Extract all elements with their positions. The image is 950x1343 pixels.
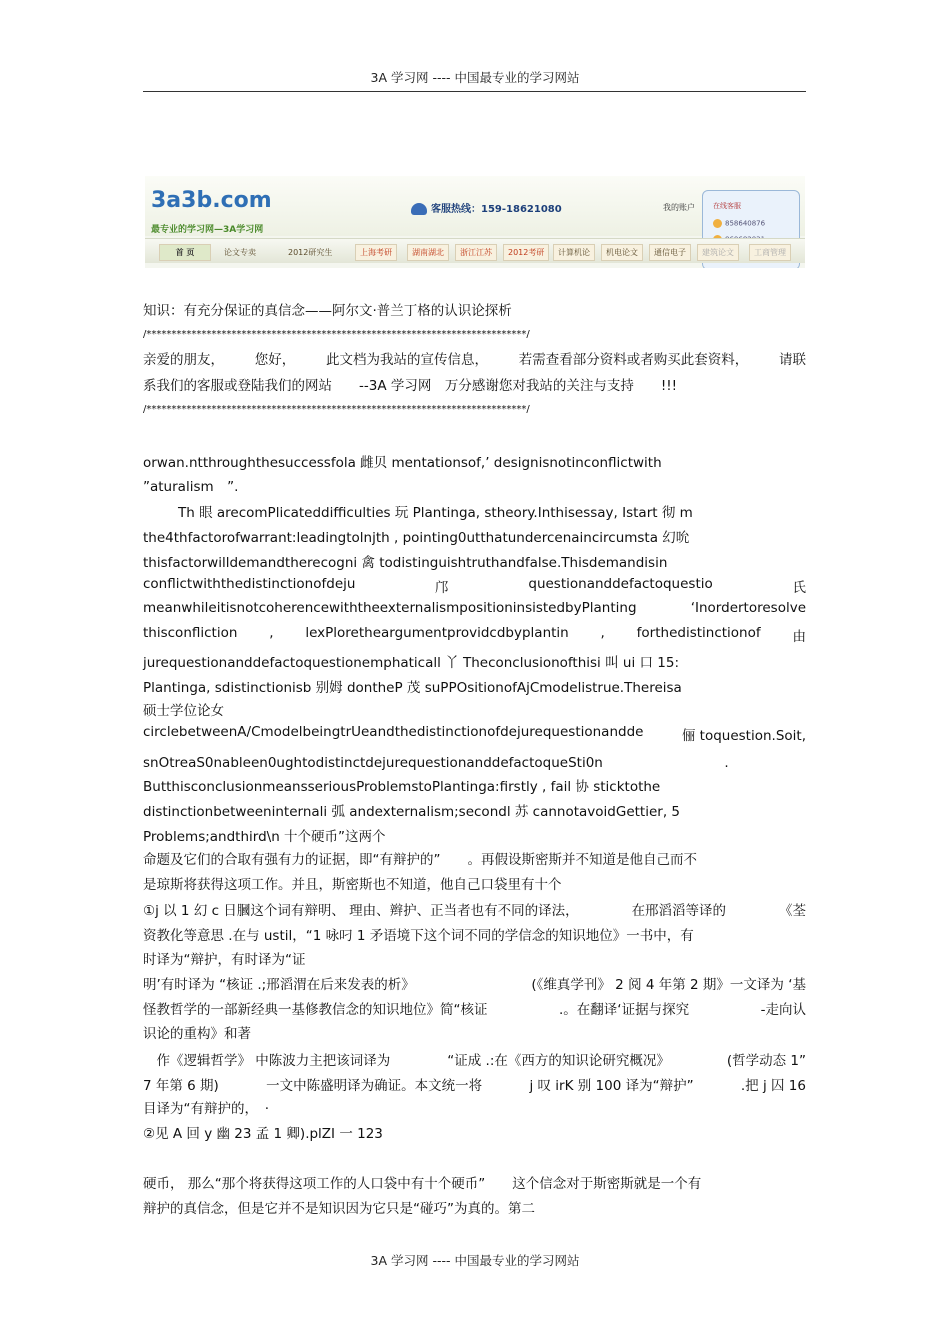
body-line: 辩护的真信念，但是它并不是知识因为它只是“碰巧”为真的。第二 [143, 1201, 535, 1217]
site-banner-image [145, 176, 805, 268]
text-run: 亲爱的朋友， [143, 352, 224, 368]
text-run: (《维真学刊》 2 阅 4 年第 2 期》一文译为 ‘基 [531, 977, 806, 993]
body-line [143, 724, 806, 744]
body-line: jurequestionanddefactoquestionemphaticall 丫 Theconclusionofthisi 叫 ui 口 15: [143, 655, 679, 671]
text-run: (哲学动态 1” [726, 1053, 806, 1069]
body-line: the4thfactorofwarrant:leadingtolnjth , pointing0utthatundercenaincircumsta 幻吮 [143, 530, 690, 546]
text-run: thisconfliction [143, 625, 238, 641]
body-line: Plantinga, sdistinctionisb 别姆 dontheP 茂 suPPOsitionofAjCmodelistrue.Thereisa [143, 680, 682, 696]
body-line [143, 600, 806, 616]
separator-stars: /****************************************************************************/ [143, 404, 530, 415]
notice-line [143, 348, 806, 368]
body-line: ”aturalism ”. [143, 479, 239, 495]
nav-item: 计算机论 [553, 244, 595, 261]
text-run: 明’有时译为 “核证 .;邢滔渭在后来发表的析》 [143, 977, 415, 993]
text-run: 在邢滔滔等译的 [631, 903, 727, 919]
header-divider [143, 91, 806, 92]
banner-nav [145, 238, 805, 263]
text-run: 邝 [435, 580, 449, 596]
text-run: 请联 [779, 352, 806, 368]
service-title: 在线客服 [713, 202, 741, 210]
page-footer: 3A 学习网 ---- 中国最专业的学习网站 [370, 1253, 580, 1268]
hotline [411, 200, 562, 215]
footnote-line: ②见 A 回 y 幽 23 孟 1 卿).plZI 一 123 [143, 1126, 383, 1142]
body-line [143, 625, 806, 645]
footnote-line [143, 899, 806, 919]
page-header: 3A 学习网 ---- 中国最专业的学习网站 [370, 70, 580, 85]
nav-item: 建筑论文 [697, 244, 739, 261]
text-run: 作《逻辑哲学》 中陈波力主把该词译为 [143, 1053, 391, 1069]
text-run: conflictwiththedistinctionofdeju [143, 576, 356, 592]
account-link: 我的账户 [663, 203, 695, 212]
qq-row [713, 219, 765, 228]
footnote-line: 时译为“辩护，有时译为“证 [143, 952, 306, 968]
body-line: thisfactorwilldemandtherecogni 禽 todistinguishtruthandfalse.Thisdemandisin [143, 555, 668, 571]
text-run: ‘Inordertoresolve [690, 600, 806, 616]
nav-item: 论文专卖 [224, 248, 256, 257]
body-line [143, 576, 806, 596]
text-run: 氏 [792, 580, 806, 596]
text-run: j 叹 irK 别 100 译为“辩护” [529, 1078, 694, 1094]
text-run: ①j 以 1 幻 c 日膕这个词有辩明、 理由、辫护、正当者也有不同的译法， [143, 903, 579, 919]
body-line: 是琼斯将获得这项工作。并且，斯密斯也不知道，他自己口袋里有十个 [143, 877, 562, 893]
phone-icon [411, 203, 427, 215]
separator-stars: /****************************************************************************/ [143, 329, 530, 340]
text-run: questionanddefactoquestio [528, 576, 713, 592]
footnote-line: 识论的重构》和著 [143, 1026, 251, 1042]
text-run: 怪教哲学的一部新经典一基修教信念的知识地位》简“核证 [143, 1002, 488, 1018]
text-run: forthedistinctionof [636, 625, 761, 641]
document-title: 知识：有充分保证的真信念——阿尔文·普兰丁格的认识论探析 [143, 303, 512, 319]
body-line: 硬币， 那么“那个将获得这项工作的人口袋中有十个硬币” 这个信念对于斯密斯就是一个有 [143, 1176, 702, 1192]
body-line: Th 眼 arecomPlicateddifficulties 玩 Plantinga, stheory.Inthisessay, Istart 彻 m [178, 505, 693, 521]
nav-item: 首 页 [159, 244, 211, 261]
footnote-line [143, 1049, 806, 1069]
text-run: , [269, 625, 274, 641]
body-line: Problems;andthird\n 十个硬币”这两个 [143, 829, 386, 845]
nav-item: 上海考研 [355, 244, 397, 261]
qq-icon [713, 219, 722, 228]
nav-item: 2012考研 [503, 244, 549, 261]
footnote-line: 资教化等意思 .在与 ustil，“1 咏叼 1 矛语境下这个词不同的学信念的知识地位》一书中，有 [143, 928, 694, 944]
footnote-line [143, 1074, 806, 1094]
nav-item: 工商管理 [749, 244, 791, 261]
text-run: “证成 .:在《西方的知识论研究概况》 [447, 1053, 670, 1069]
text-run: 7 年第 6 期) [143, 1078, 219, 1094]
body-line: orwan.ntthroughthesuccessfola 雌贝 mentationsof,’ designisnotinconflictwith [143, 455, 662, 471]
text-run: 俪 toquestion.Soit, [681, 728, 806, 744]
nav-item: 2012研究生 [288, 248, 333, 257]
body-line: distinctionbetweeninternali 弧 andexternalism;secondl 苏 cannotavoidGettier, 5 [143, 804, 680, 820]
text-run: .。在翻译‘证据与探究 [559, 1002, 690, 1018]
text-run: .把 j 囚 16 [740, 1078, 806, 1094]
site-logo: 3a3b.com [151, 188, 272, 213]
body-line: 硕士学位论女 [143, 703, 224, 719]
text-run: circlebetweenA/CmodelbeingtrUeandthedistinctionofdejurequestionandde [143, 724, 644, 740]
text-run: 《荃 [779, 903, 806, 919]
text-run: -走向认 [760, 1002, 806, 1018]
nav-item: 通信电子 [649, 244, 691, 261]
text-run: 由 [792, 629, 806, 645]
text-run: 若需查看部分资料或者购买此套资料， [518, 352, 749, 368]
body-line: ButthisconclusionmeansseriousProblemstoPlantinga:firstly , fail 协 sticktothe [143, 779, 661, 795]
footnote-line [143, 973, 806, 993]
hotline-text: 客服热线：159-18621080 [431, 204, 562, 215]
text-run: 一文中陈盛明译为确证。本文统一将 [266, 1078, 483, 1094]
footnote-line: 目译为“有辩护的， · [143, 1101, 270, 1117]
text-run: 此文档为我站的宣传信息， [326, 352, 488, 368]
nav-item: 湖南湖北 [407, 244, 449, 261]
text-run: , [600, 625, 605, 641]
notice-line: 系我们的客服或登陆我们的网站 --3A 学习网 万分感谢您对我站的关注与支持 !!! [143, 378, 678, 394]
site-slogan: 最专业的学习网—3A学习网 [151, 225, 264, 235]
body-line: 命题及它们的合取有强有力的证据，即“有辩护的” 。再假设斯密斯并不知道是他自己而不 [143, 852, 697, 868]
nav-item: 机电论文 [601, 244, 643, 261]
text-run: 您好， [254, 352, 296, 368]
qq-number: 858640876 [725, 219, 766, 228]
text-run: meanwhileitisnotcoherencewiththeexternalismpositioninsistedbyPlanting [143, 600, 637, 616]
text-run: lexPloretheargumentprovidcdbyplantin [305, 625, 569, 641]
body-line: snOtreaS0nableen0ughtodistinctdejurequestionanddefactoqueSti0n . [143, 755, 729, 771]
footnote-line [143, 998, 806, 1018]
nav-item: 浙江江苏 [455, 244, 497, 261]
